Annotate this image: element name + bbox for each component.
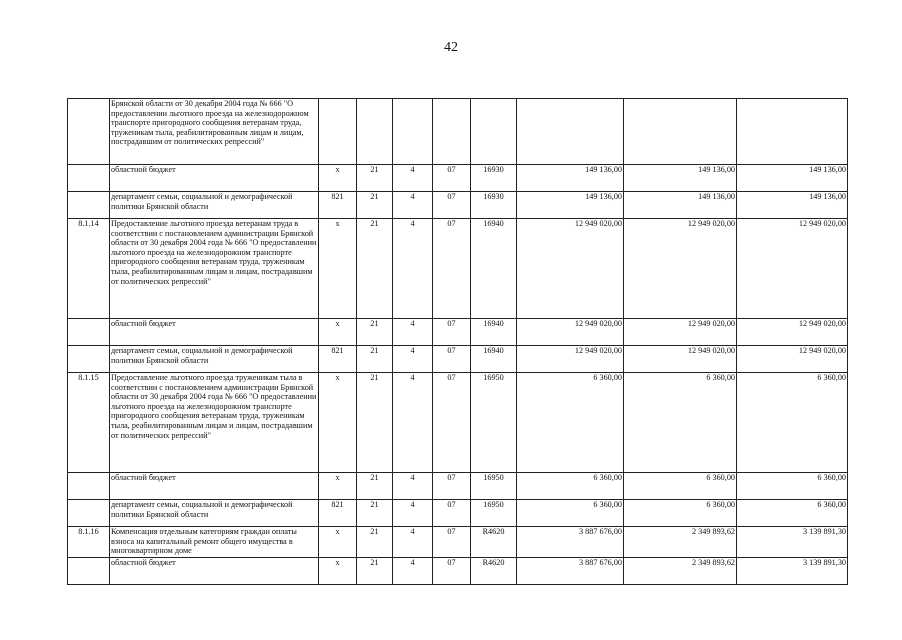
cell-expense-code: 16930 — [471, 165, 517, 192]
cell-grbs: x — [319, 373, 357, 473]
cell-program-code: 07 — [433, 346, 471, 373]
cell-amount-2: 12 949 020,00 — [624, 219, 737, 319]
cell-expense-code: 16950 — [471, 473, 517, 500]
row-number — [68, 319, 110, 346]
cell-grbs: 821 — [319, 192, 357, 219]
cell-expense-code: R4620 — [471, 558, 517, 585]
cell-subsection: 4 — [393, 319, 433, 346]
cell-amount-2: 149 136,00 — [624, 192, 737, 219]
row-name: областной бюджет — [110, 165, 319, 192]
table-row — [68, 527, 848, 558]
cell-subsection: 4 — [393, 473, 433, 500]
row-number: 8.1.15 — [68, 373, 110, 473]
cell-amount-2: 149 136,00 — [624, 165, 737, 192]
row-number: 8.1.16 — [68, 527, 110, 558]
cell-program-code — [433, 99, 471, 165]
cell-subsection: 4 — [393, 558, 433, 585]
cell-amount-1: 149 136,00 — [517, 192, 624, 219]
cell-section: 21 — [357, 192, 393, 219]
row-name: департамент семьи, социальной и демографической политики Брянской области — [110, 192, 319, 219]
row-name: областной бюджет — [110, 558, 319, 585]
table-body — [68, 99, 848, 585]
cell-expense-code: R4620 — [471, 527, 517, 558]
cell-section: 21 — [357, 558, 393, 585]
table-row — [68, 319, 848, 346]
row-name: Предоставление льготного проезда ветеранам труда в соответствии с постановлением администрации Брянской области от 30 декабря 2004 года № 666 "О предоставлении льготного проезда на железнодорожном транспорте пригородного сообщения ветеранам труда, труженикам тыла, реабилитированным лицам и лицам, пострадавшим от политических репрессий" — [110, 219, 319, 319]
cell-program-code: 07 — [433, 192, 471, 219]
cell-program-code: 07 — [433, 219, 471, 319]
cell-program-code: 07 — [433, 165, 471, 192]
cell-amount-2: 6 360,00 — [624, 473, 737, 500]
cell-amount-1: 12 949 020,00 — [517, 319, 624, 346]
cell-amount-1: 6 360,00 — [517, 373, 624, 473]
cell-program-code: 07 — [433, 500, 471, 527]
row-number — [68, 558, 110, 585]
table-row — [68, 219, 848, 319]
table-row — [68, 373, 848, 473]
cell-program-code: 07 — [433, 373, 471, 473]
table-row — [68, 558, 848, 585]
cell-amount-3: 6 360,00 — [737, 500, 848, 527]
table-row — [68, 99, 848, 165]
row-number: 8.1.14 — [68, 219, 110, 319]
table-row — [68, 165, 848, 192]
cell-amount-3: 149 136,00 — [737, 165, 848, 192]
cell-section: 21 — [357, 319, 393, 346]
cell-amount-2: 2 349 893,62 — [624, 558, 737, 585]
cell-grbs: x — [319, 558, 357, 585]
cell-amount-2: 6 360,00 — [624, 500, 737, 527]
cell-amount-3: 12 949 020,00 — [737, 319, 848, 346]
row-number — [68, 473, 110, 500]
cell-amount-1 — [517, 99, 624, 165]
cell-amount-3: 12 949 020,00 — [737, 346, 848, 373]
row-name: Предоставление льготного проезда труженикам тыла в соответствии с постановлением администрации Брянской области от 30 декабря 2004 года № 666 "О предоставлении льготного проезда на железнодорожном транспорте пригородного сообщения ветеранам труда, труженикам тыла, реабилитированным лицам и лицам, пострадавшим от политических репрессий" — [110, 373, 319, 473]
cell-amount-3: 3 139 891,30 — [737, 527, 848, 558]
cell-expense-code: 16950 — [471, 500, 517, 527]
cell-grbs: x — [319, 219, 357, 319]
row-name: департамент семьи, социальной и демографической политики Брянской области — [110, 500, 319, 527]
cell-program-code: 07 — [433, 319, 471, 346]
row-number — [68, 99, 110, 165]
cell-subsection — [393, 99, 433, 165]
cell-expense-code: 16950 — [471, 373, 517, 473]
table-row — [68, 346, 848, 373]
row-number — [68, 165, 110, 192]
cell-amount-2: 12 949 020,00 — [624, 319, 737, 346]
budget-table — [67, 98, 848, 585]
cell-amount-2 — [624, 99, 737, 165]
row-number — [68, 346, 110, 373]
cell-section: 21 — [357, 219, 393, 319]
table-row — [68, 500, 848, 527]
row-name: областной бюджет — [110, 319, 319, 346]
cell-expense-code: 16940 — [471, 319, 517, 346]
row-name: департамент семьи, социальной и демографической политики Брянской области — [110, 346, 319, 373]
cell-section — [357, 99, 393, 165]
cell-grbs: x — [319, 165, 357, 192]
cell-subsection: 4 — [393, 346, 433, 373]
cell-expense-code: 16940 — [471, 219, 517, 319]
cell-section: 21 — [357, 500, 393, 527]
row-name: Компенсация отдельным категориям граждан оплаты взноса на капитальный ремонт общего имущества в многоквартирном доме — [110, 527, 319, 558]
cell-grbs — [319, 99, 357, 165]
cell-subsection: 4 — [393, 165, 433, 192]
row-number — [68, 500, 110, 527]
page-number: 42 — [444, 40, 458, 55]
cell-section: 21 — [357, 527, 393, 558]
cell-section: 21 — [357, 473, 393, 500]
cell-amount-1: 12 949 020,00 — [517, 346, 624, 373]
cell-grbs: x — [319, 473, 357, 500]
cell-amount-2: 6 360,00 — [624, 373, 737, 473]
cell-amount-1: 149 136,00 — [517, 165, 624, 192]
table-row — [68, 473, 848, 500]
row-name: Брянской области от 30 декабря 2004 года № 666 "О предоставлении льготного проезда на железнодорожном транспорте пригородного сообщения ветеранам труда, труженикам тыла, реабилитированным лицам и лицам, пострадавшим от политических репрессий" — [110, 99, 319, 165]
cell-amount-1: 3 887 676,00 — [517, 558, 624, 585]
cell-grbs: x — [319, 319, 357, 346]
cell-amount-3: 6 360,00 — [737, 473, 848, 500]
cell-amount-3: 3 139 891,30 — [737, 558, 848, 585]
cell-section: 21 — [357, 346, 393, 373]
cell-subsection: 4 — [393, 527, 433, 558]
cell-amount-3: 6 360,00 — [737, 373, 848, 473]
cell-program-code: 07 — [433, 527, 471, 558]
cell-section: 21 — [357, 373, 393, 473]
table-row — [68, 192, 848, 219]
cell-amount-1: 6 360,00 — [517, 473, 624, 500]
cell-amount-2: 2 349 893,62 — [624, 527, 737, 558]
cell-expense-code: 16940 — [471, 346, 517, 373]
cell-program-code: 07 — [433, 473, 471, 500]
cell-amount-3 — [737, 99, 848, 165]
cell-subsection: 4 — [393, 192, 433, 219]
cell-grbs: 821 — [319, 500, 357, 527]
cell-subsection: 4 — [393, 373, 433, 473]
cell-amount-1: 3 887 676,00 — [517, 527, 624, 558]
cell-amount-2: 12 949 020,00 — [624, 346, 737, 373]
cell-grbs: 821 — [319, 346, 357, 373]
cell-expense-code — [471, 99, 517, 165]
cell-program-code: 07 — [433, 558, 471, 585]
cell-expense-code: 16930 — [471, 192, 517, 219]
cell-section: 21 — [357, 165, 393, 192]
cell-amount-1: 12 949 020,00 — [517, 219, 624, 319]
cell-subsection: 4 — [393, 500, 433, 527]
cell-amount-3: 149 136,00 — [737, 192, 848, 219]
cell-amount-3: 12 949 020,00 — [737, 219, 848, 319]
cell-grbs: x — [319, 527, 357, 558]
row-name: областной бюджет — [110, 473, 319, 500]
cell-amount-1: 6 360,00 — [517, 500, 624, 527]
row-number — [68, 192, 110, 219]
cell-subsection: 4 — [393, 219, 433, 319]
